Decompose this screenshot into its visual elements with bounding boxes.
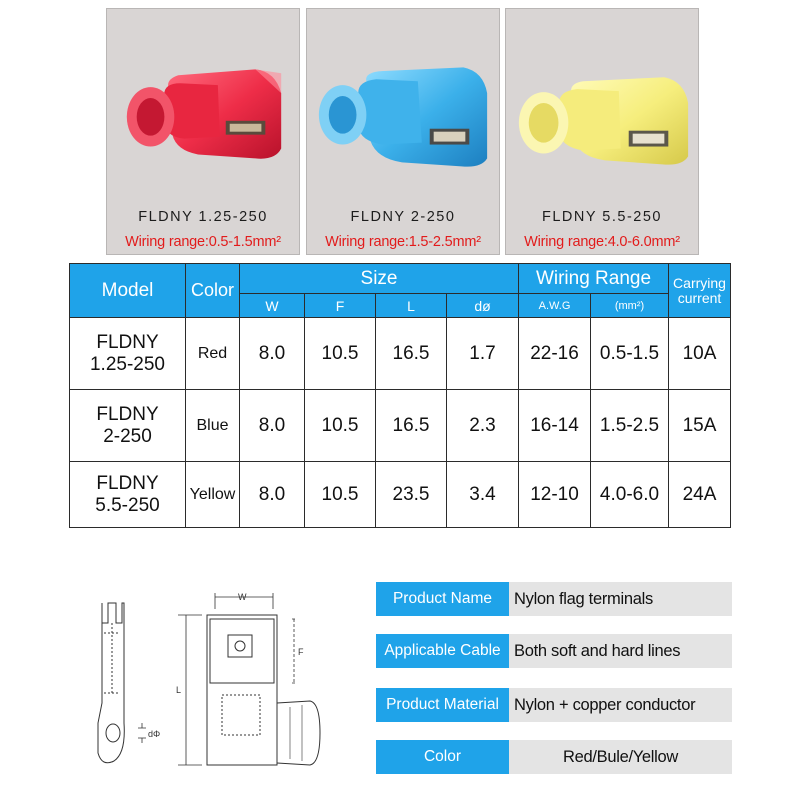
info-row-color <box>376 740 732 774</box>
product-card-blue <box>306 8 500 255</box>
cell-w: 8.0 <box>240 318 305 390</box>
front-view-body <box>207 615 277 765</box>
header-model: Model <box>70 264 186 318</box>
cell-f: 10.5 <box>305 390 376 462</box>
cell-awg: 16-14 <box>519 390 591 462</box>
cell-l: 16.5 <box>376 318 447 390</box>
cell-mm2: 4.0-6.0 <box>591 462 669 528</box>
header-carrying-current-line1: Carrying <box>673 274 726 291</box>
header-f: F <box>305 294 376 318</box>
cell-color: Red <box>186 318 240 390</box>
header-mm2: (mm²) <box>591 294 669 318</box>
cell-current: 24A <box>669 462 731 528</box>
header-d: dø <box>447 294 519 318</box>
header-carrying-current-line2: current <box>677 289 722 306</box>
info-label: Applicable Cable <box>376 634 509 668</box>
header-color: Color <box>186 264 240 318</box>
front-view-barrel <box>277 701 320 765</box>
cell-current: 10A <box>669 318 731 390</box>
header-awg: A.W.G <box>519 294 591 318</box>
dim-label-w: W <box>238 592 247 602</box>
cell-d: 2.3 <box>447 390 519 462</box>
cell-d: 3.4 <box>447 462 519 528</box>
dimension-drawing <box>90 583 340 778</box>
info-label: Product Material <box>376 688 509 722</box>
front-view-crimp-zone <box>222 695 260 735</box>
dim-label-l: L <box>176 685 182 695</box>
product-model: FLDNY 5.5-250 <box>542 209 662 225</box>
info-value: Nylon + copper conductor <box>509 688 732 722</box>
model-line2: 1.25-250 <box>89 353 165 375</box>
cell-w: 8.0 <box>240 390 305 462</box>
product-model: FLDNY 1.25-250 <box>138 209 268 225</box>
cell-f: 10.5 <box>305 462 376 528</box>
header-wiring-range: Wiring Range <box>519 264 669 294</box>
cell-l: 16.5 <box>376 390 447 462</box>
cell-color: Yellow <box>186 462 240 528</box>
cell-model <box>70 462 186 528</box>
red-terminal-photo <box>107 9 299 194</box>
info-row-product-name <box>376 582 732 616</box>
table-row <box>70 462 731 528</box>
header-carrying-current <box>669 264 731 318</box>
info-value: Red/Bule/Yellow <box>509 740 732 774</box>
blue-terminal-photo <box>307 9 499 194</box>
wiring-range: Wiring range:0.5-1.5mm² <box>125 234 281 250</box>
info-row-product-material <box>376 688 732 722</box>
side-view-hole <box>106 724 120 742</box>
model-line1: FLDNY <box>96 403 159 425</box>
model-line1: FLDNY <box>96 331 159 353</box>
info-value: Both soft and hard lines <box>509 634 732 668</box>
cell-model <box>70 390 186 462</box>
dim-label-d: dΦ <box>148 729 161 739</box>
info-row-applicable-cable <box>376 634 732 668</box>
side-view-outline <box>98 603 124 763</box>
model-line2: 2-250 <box>103 425 152 447</box>
cell-mm2: 1.5-2.5 <box>591 390 669 462</box>
cell-color: Blue <box>186 390 240 462</box>
cell-current: 15A <box>669 390 731 462</box>
front-view-tab-hole <box>228 635 252 657</box>
model-line1: FLDNY <box>96 472 159 494</box>
cell-w: 8.0 <box>240 462 305 528</box>
info-label: Product Name <box>376 582 509 616</box>
wiring-range: Wiring range:4.0-6.0mm² <box>524 234 680 250</box>
table-header-row <box>70 264 731 294</box>
header-size: Size <box>240 264 519 294</box>
cell-f: 10.5 <box>305 318 376 390</box>
header-w: W <box>240 294 305 318</box>
info-value: Nylon flag terminals <box>509 582 732 616</box>
cell-awg: 12-10 <box>519 462 591 528</box>
cell-model <box>70 318 186 390</box>
wiring-range: Wiring range:1.5-2.5mm² <box>325 234 481 250</box>
cell-d: 1.7 <box>447 318 519 390</box>
header-l: L <box>376 294 447 318</box>
cell-l: 23.5 <box>376 462 447 528</box>
dim-label-f: F <box>298 647 304 657</box>
table-row <box>70 318 731 390</box>
cell-mm2: 0.5-1.5 <box>591 318 669 390</box>
product-card-yellow <box>505 8 699 255</box>
table-row <box>70 390 731 462</box>
yellow-terminal-photo <box>506 9 698 194</box>
model-line2: 5.5-250 <box>95 494 160 516</box>
product-model: FLDNY 2-250 <box>350 209 456 225</box>
spec-table <box>69 263 731 528</box>
cell-awg: 22-16 <box>519 318 591 390</box>
info-label: Color <box>376 740 509 774</box>
product-card-red <box>106 8 300 255</box>
